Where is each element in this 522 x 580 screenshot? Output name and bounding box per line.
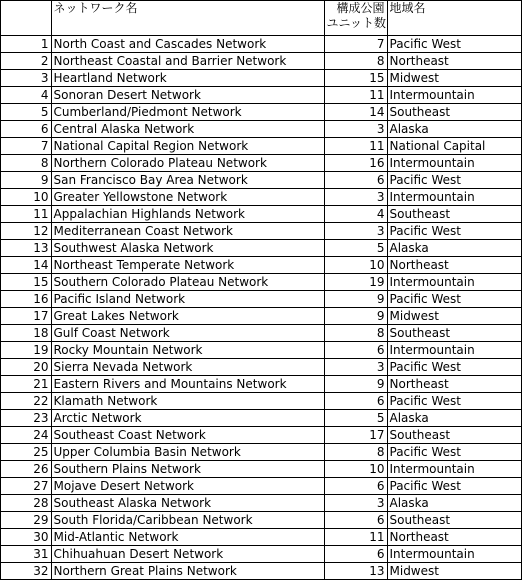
row-number-cell: 9 <box>1 171 51 188</box>
region-cell: Alaska <box>387 239 521 256</box>
network-name-cell: Appalachian Highlands Network <box>51 205 324 222</box>
row-number-cell: 25 <box>1 443 51 460</box>
table-header-row <box>1 1 521 35</box>
network-name-cell: Cumberland/Piedmont Network <box>51 103 324 120</box>
table-row <box>1 120 521 137</box>
row-number-cell: 31 <box>1 545 51 562</box>
table-row <box>1 375 521 392</box>
network-name-cell: Southeast Alaska Network <box>51 494 324 511</box>
network-name-cell: Southeast Coast Network <box>51 426 324 443</box>
table-row <box>1 392 521 409</box>
unit-count-cell: 16 <box>324 154 387 171</box>
unit-count-cell: 17 <box>324 426 387 443</box>
table-row <box>1 494 521 511</box>
row-number-cell: 30 <box>1 528 51 545</box>
network-name-cell: Northeast Temperate Network <box>51 256 324 273</box>
unit-count-cell: 6 <box>324 545 387 562</box>
network-name-cell: Southern Plains Network <box>51 460 324 477</box>
unit-count-cell: 8 <box>324 443 387 460</box>
region-cell: Alaska <box>387 120 521 137</box>
region-cell: Midwest <box>387 562 521 579</box>
table-row <box>1 273 521 290</box>
region-cell: Pacific West <box>387 477 521 494</box>
region-cell: Southeast <box>387 426 521 443</box>
row-number-cell: 22 <box>1 392 51 409</box>
network-name-cell: South Florida/Caribbean Network <box>51 511 324 528</box>
region-cell: Northeast <box>387 52 521 69</box>
network-name-cell: Southwest Alaska Network <box>51 239 324 256</box>
region-cell: Southeast <box>387 103 521 120</box>
region-cell: Intermountain <box>387 154 521 171</box>
network-name-cell: Pacific Island Network <box>51 290 324 307</box>
table-row <box>1 35 521 52</box>
unit-count-cell: 6 <box>324 511 387 528</box>
row-number-cell: 11 <box>1 205 51 222</box>
table-row <box>1 358 521 375</box>
unit-count-cell: 15 <box>324 69 387 86</box>
network-name-cell: Arctic Network <box>51 409 324 426</box>
region-cell: Pacific West <box>387 443 521 460</box>
region-cell: Pacific West <box>387 392 521 409</box>
region-cell: National Capital <box>387 137 521 154</box>
row-number-cell: 8 <box>1 154 51 171</box>
table-row <box>1 426 521 443</box>
unit-count-cell: 7 <box>324 35 387 52</box>
region-cell: Intermountain <box>387 188 521 205</box>
network-table <box>1 1 521 579</box>
unit-count-cell: 6 <box>324 392 387 409</box>
row-number-cell: 23 <box>1 409 51 426</box>
network-name-cell: National Capital Region Network <box>51 137 324 154</box>
table-row <box>1 545 521 562</box>
row-number-cell: 13 <box>1 239 51 256</box>
header-number <box>1 1 51 35</box>
table-row <box>1 341 521 358</box>
row-number-cell: 32 <box>33 563 49 578</box>
region-cell: Intermountain <box>387 545 521 562</box>
row-number-cell: 1 <box>1 35 51 52</box>
network-name-cell: Central Alaska Network <box>51 120 324 137</box>
region-cell: Intermountain <box>387 460 521 477</box>
table-row <box>1 103 521 120</box>
unit-count-cell: 14 <box>324 103 387 120</box>
table-row <box>1 511 521 528</box>
unit-count-cell: 8 <box>324 52 387 69</box>
network-name-cell: Eastern Rivers and Mountains Network <box>51 375 324 392</box>
region-cell: Alaska <box>387 494 521 511</box>
unit-count-cell: 9 <box>324 290 387 307</box>
unit-count-cell: 11 <box>324 137 387 154</box>
row-number-cell: 26 <box>1 460 51 477</box>
network-name-cell: Great Lakes Network <box>51 307 324 324</box>
network-name-cell: Sonoran Desert Network <box>51 86 324 103</box>
network-name-cell: Rocky Mountain Network <box>51 341 324 358</box>
table-row <box>1 86 521 103</box>
unit-count-cell: 4 <box>324 205 387 222</box>
unit-count-cell: 13 <box>324 562 387 579</box>
network-name-cell: Northeast Coastal and Barrier Network <box>51 52 324 69</box>
network-name-cell: Chihuahuan Desert Network <box>51 545 324 562</box>
network-name-cell: Mid-Atlantic Network <box>51 528 324 545</box>
network-name-cell: San Francisco Bay Area Network <box>51 171 324 188</box>
row-number-cell: 10 <box>1 188 51 205</box>
region-cell: Midwest <box>387 69 521 86</box>
region-cell: Pacific West <box>387 290 521 307</box>
row-number-cell: 20 <box>1 358 51 375</box>
table-row <box>1 256 521 273</box>
table-row <box>1 171 521 188</box>
table-row <box>1 528 521 545</box>
row-number-cell: 7 <box>1 137 51 154</box>
region-cell: Pacific West <box>387 35 521 52</box>
region-cell: Pacific West <box>387 222 521 239</box>
unit-count-cell: 10 <box>324 460 387 477</box>
row-number-cell: 5 <box>1 103 51 120</box>
unit-count-cell: 6 <box>324 477 387 494</box>
network-name-cell: Gulf Coast Network <box>51 324 324 341</box>
network-name-cell: North Coast and Cascades Network <box>51 35 324 52</box>
network-name-cell: Greater Yellowstone Network <box>51 188 324 205</box>
unit-count-cell: 8 <box>324 324 387 341</box>
header-network-name: ネットワーク名 <box>51 1 324 35</box>
region-cell: Intermountain <box>387 273 521 290</box>
table-row <box>1 460 521 477</box>
row-number-cell: 18 <box>1 324 51 341</box>
network-name-cell: Mojave Desert Network <box>51 477 324 494</box>
table-row <box>1 137 521 154</box>
row-number-cell: 3 <box>1 69 51 86</box>
row-number-cell: 28 <box>1 494 51 511</box>
row-number-cell: 6 <box>1 120 51 137</box>
network-name-cell: Heartland Network <box>51 69 324 86</box>
table-row <box>1 477 521 494</box>
header-unit-count-line2: ユニット数 <box>326 16 387 30</box>
table-row <box>1 188 521 205</box>
table-row <box>1 307 521 324</box>
table-row <box>1 52 521 69</box>
header-unit-count-line1: 構成公園 <box>336 1 385 15</box>
unit-count-cell: 5 <box>324 239 387 256</box>
region-cell: Northeast <box>387 528 521 545</box>
row-number-cell: 14 <box>1 256 51 273</box>
network-name-cell: Sierra Nevada Network <box>51 358 324 375</box>
network-name-cell: Klamath Network <box>51 392 324 409</box>
row-number-cell: 16 <box>1 290 51 307</box>
row-number-cell: 21 <box>1 375 51 392</box>
network-name-cell: Northern Colorado Plateau Network <box>51 154 324 171</box>
region-cell: Southeast <box>387 324 521 341</box>
unit-count-cell: 10 <box>324 256 387 273</box>
table-row <box>1 222 521 239</box>
unit-count-cell: 11 <box>324 528 387 545</box>
row-number-cell: 17 <box>1 307 51 324</box>
row-number-cell: 29 <box>1 511 51 528</box>
table-row <box>1 562 521 579</box>
unit-count-cell: 6 <box>324 171 387 188</box>
unit-count-cell: 3 <box>324 494 387 511</box>
unit-count-cell: 11 <box>324 86 387 103</box>
table-row <box>1 290 521 307</box>
table-row <box>1 409 521 426</box>
row-number-cell: 15 <box>1 273 51 290</box>
network-name-cell: Mediterranean Coast Network <box>51 222 324 239</box>
region-cell: Northeast <box>387 256 521 273</box>
table-row <box>1 69 521 86</box>
unit-count-cell: 19 <box>324 273 387 290</box>
unit-count-cell: 6 <box>324 341 387 358</box>
region-cell: Pacific West <box>387 358 521 375</box>
table-row <box>1 205 521 222</box>
region-cell: Intermountain <box>387 86 521 103</box>
row-number-cell: 19 <box>1 341 51 358</box>
row-number-cell: 24 <box>1 426 51 443</box>
region-cell: Southeast <box>387 205 521 222</box>
unit-count-cell: 9 <box>324 307 387 324</box>
network-name-cell: Northern Great Plains Network <box>51 562 324 579</box>
network-name-cell: Southern Colorado Plateau Network <box>51 273 324 290</box>
region-cell: Pacific West <box>387 171 521 188</box>
row-number-cell: 4 <box>1 86 51 103</box>
header-unit-count <box>324 1 387 35</box>
row-number-cell: 27 <box>1 477 51 494</box>
unit-count-cell: 3 <box>324 358 387 375</box>
row-number-cell: 12 <box>1 222 51 239</box>
region-cell: Southeast <box>387 511 521 528</box>
table-row <box>1 443 521 460</box>
region-cell: Alaska <box>387 409 521 426</box>
unit-count-cell: 3 <box>324 188 387 205</box>
table-row <box>1 239 521 256</box>
unit-count-cell: 9 <box>324 375 387 392</box>
unit-count-cell: 3 <box>324 222 387 239</box>
network-name-cell: Upper Columbia Basin Network <box>51 443 324 460</box>
table-row <box>1 154 521 171</box>
unit-count-cell: 5 <box>324 409 387 426</box>
unit-count-cell: 3 <box>324 120 387 137</box>
header-region: 地域名 <box>387 1 521 35</box>
table-body <box>1 35 521 579</box>
table-row <box>1 324 521 341</box>
region-cell: Northeast <box>387 375 521 392</box>
row-number-cell: 2 <box>1 52 51 69</box>
region-cell: Intermountain <box>387 341 521 358</box>
region-cell: Midwest <box>387 307 521 324</box>
